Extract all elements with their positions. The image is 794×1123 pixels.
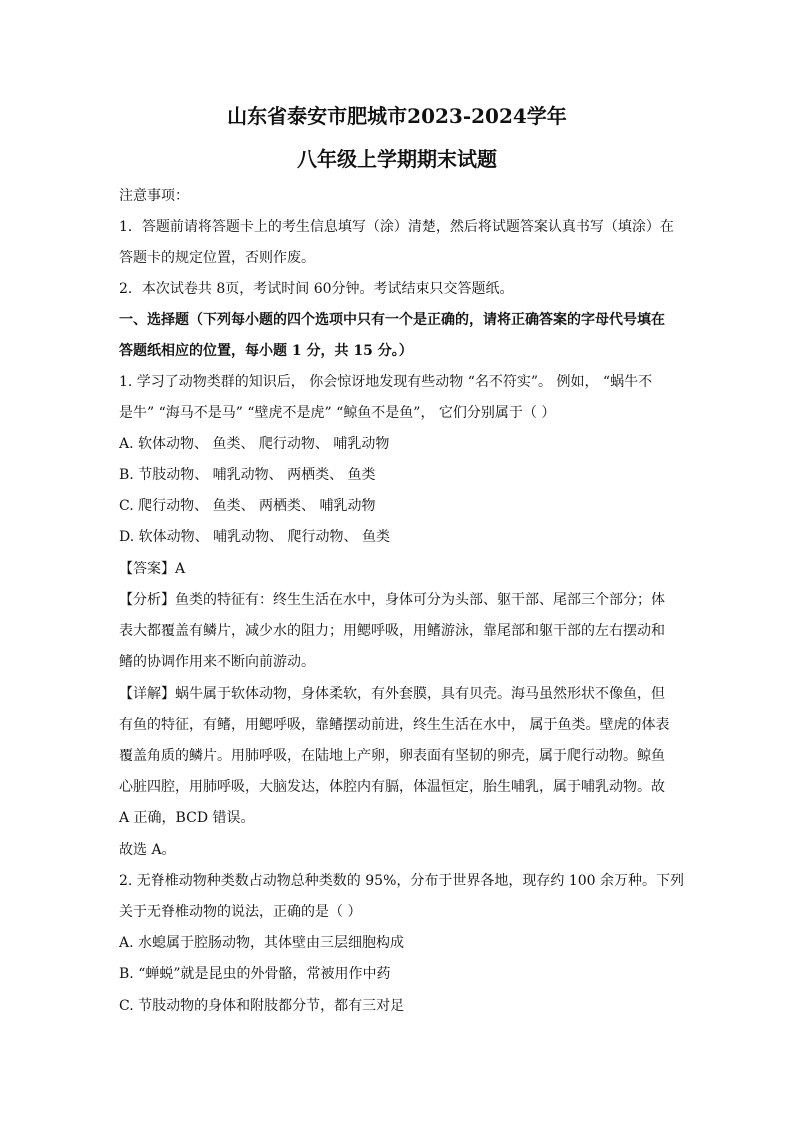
notice-item-1-line-1: 1．答题前请将答题卡上的考生信息填写（涂）清楚，然后将试题答案认真书写（填涂）在 [119,219,674,235]
question-1-stem-line-2: 是牛” “海马不是马” “壁虎不是虎” “鲸鱼不是鱼”， 它们分别属于（ ） [119,405,556,421]
question-1-detail-line-4: 心脏四腔，用肺呼吸，大脑发达，体腔内有膈，体温恒定，胎生哺乳，属于哺乳动物。故 [119,779,665,795]
question-1-conclusion: 故选 A。 [119,842,176,858]
question-2-option-a: A. 水螅属于腔肠动物，其体壁由三层细胞构成 [119,935,405,951]
question-1-detail-line-3: 覆盖角质的鳞片。用肺呼吸，在陆地上产卵，卵表面有坚韧的卵壳，属于爬行动物。鲸鱼 [119,748,665,764]
document-subtitle: 八年级上学期期末试题 [297,147,497,171]
question-1-analysis-line-1: 【分析】鱼类的特征有：终生生活在水中，身体可分为头部、躯干部、尾部三个部分；体 [119,592,665,608]
question-1-answer: 【答案】A [119,561,186,577]
question-1-detail-line-5: A 正确，BCD 错误。 [119,810,255,826]
question-1-option-a: A. 软体动物、 鱼类、 爬行动物、 哺乳动物 [119,436,390,452]
question-1-option-d: D. 软体动物、 哺乳动物、 爬行动物、 鱼类 [119,529,390,545]
section-heading-line-2: 答题纸相应的位置，每小题 1 分，共 15 分。） [119,343,413,359]
question-1-analysis-line-3: 鳍的协调作用来不断向前游动。 [119,654,315,670]
notice-item-2: 2．本次试卷共 8页，考试时间 60分钟。考试结束只交答题纸。 [119,281,514,297]
question-1-detail-line-2: 有鱼的特征，有鳍，用鳃呼吸，靠鳍摆动前进，终生生活在水中， 属于鱼类。壁虎的体表 [119,717,670,733]
question-1-option-b: B. 节肢动物、 哺乳动物、 两栖类、 鱼类 [119,467,376,483]
question-1-option-c: C. 爬行动物、 鱼类、 两栖类、 哺乳动物 [119,498,376,514]
question-1-analysis-line-2: 表大都覆盖有鳞片，减少水的阻力；用鳃呼吸，用鳍游泳，靠尾部和躯干部的左右摆动和 [119,623,665,639]
question-2-stem-line-1: 2. 无脊椎动物种类数占动物总种类数的 95%，分布于世界各地，现存约 100 余万种。下列 [119,873,684,889]
question-2-option-b: B. “蝉蜕”就是昆虫的外骨骼，常被用作中药 [119,966,391,982]
section-heading-line-1: 一、选择题（下列每小题的四个选项中只有一个是正确的，请将正确答案的字母代号填在 [119,312,665,328]
notice-item-1-line-2: 答题卡的规定位置，否则作废。 [119,250,315,266]
document-title: 山东省泰安市肥城市2023-2024学年 [227,104,567,128]
question-1-detail-line-1: 【详解】蜗牛属于软体动物，身体柔软，有外套膜，具有贝壳。海马虽然形状不像鱼，但 [119,686,665,702]
notice-heading: 注意事项： [119,188,189,204]
question-1-stem-line-1: 1. 学习了动物类群的知识后， 你会惊讶地发现有些动物 “名不符实”。 例如， “蜗牛不 [119,374,653,390]
question-2-stem-line-2: 关于无脊椎动物的说法，正确的是（ ） [119,904,362,920]
question-2-option-c: C. 节肢动物的身体和附肢都分节，都有三对足 [119,998,405,1014]
